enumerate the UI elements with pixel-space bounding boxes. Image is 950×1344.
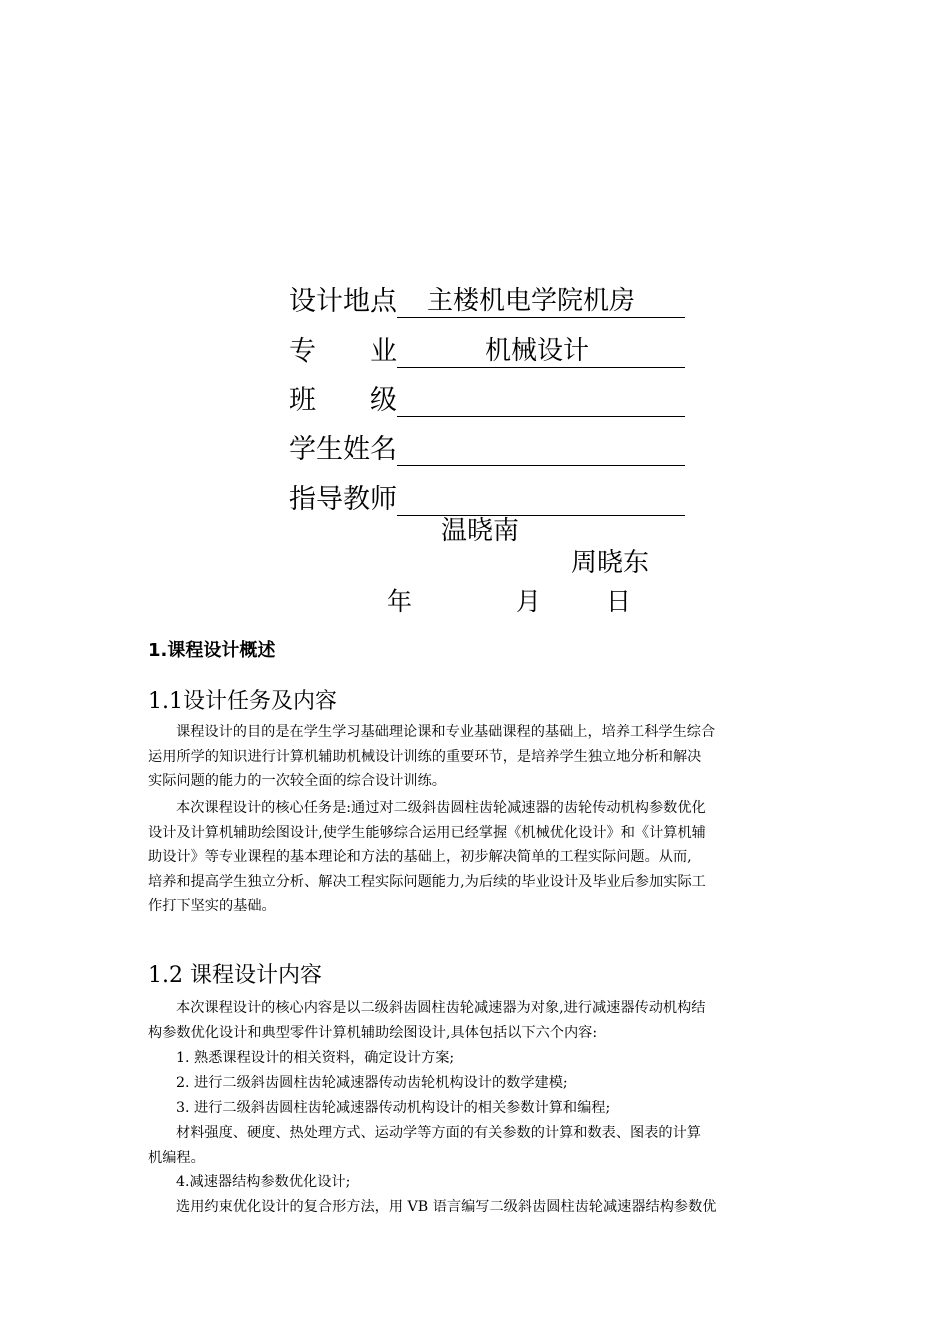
date-row [0,582,950,616]
design-location-label: 设计地点 [289,286,397,317]
major-row [289,332,685,368]
text-line: 材料强度、硬度、热处理方式、运动学等方面的有关参数的计算和数表、图表的计算 [176,1125,701,1141]
section-1-1-heading: 1.1设计任务及内容 [148,689,337,714]
design-location-value: 主楼机电学院机房 [427,286,636,316]
text-line: 助设计》等专业课程的基本理论和方法的基础上，初步解决简单的工程实际问题。从而, [148,849,692,865]
section-1-1-paragraph-1 [148,720,810,794]
list-item-1: 1. 熟悉课程设计的相关资料，确定设计方案; [176,1050,455,1066]
section-1-2-heading: 1.2 课程设计内容 [148,963,322,988]
class-field [397,384,685,417]
date-year: 年 [387,587,413,616]
student-name-label: 学生姓名 [289,434,397,465]
advisor-name-1: 温晓南 [441,516,520,546]
advisor-label: 指导教师 [289,484,397,515]
design-location-row [289,282,685,318]
text-line: 构参数优化设计和典型零件计算机辅助绘图设计,具体包括以下六个内容: [148,1024,598,1041]
section-1-1-paragraph-2 [148,796,810,919]
date-day: 日 [606,587,632,616]
class-label: 班 级 [289,385,397,416]
major-value: 机械设计 [485,336,590,366]
advisor-name-2: 周晓东 [571,548,650,578]
class-row [289,381,685,417]
major-field [397,335,685,368]
list-item-3: 3. 进行二级斜齿圆柱齿轮减速器传动机构设计的相关参数计算和编程; [176,1100,611,1116]
text-line: 实际问题的能力的一次较全面的综合设计训练。 [148,773,446,789]
section-1-heading: 1.课程设计概述 [148,640,276,661]
text-line: 机编程。 [148,1149,205,1166]
list-item-4-detail [148,1195,810,1220]
text-line: 本次课程设计的核心内容是以二级斜齿圆柱齿轮减速器为对象,进行减速器传动机构结 [176,1000,706,1016]
student-name-row [289,430,685,466]
list-item-2: 2. 进行二级斜齿圆柱齿轮减速器传动齿轮机构设计的数学建模; [176,1075,568,1091]
text-line: 设计及计算机辅助绘图设计,使学生能够综合运用已经掌握《机械优化设计》和《计算机辅 [148,824,706,841]
major-label: 专 业 [289,336,397,367]
text-line: 运用所学的知识进行计算机辅助机械设计训练的重要环节，是培养学生独立地分析和解决 [148,748,702,765]
advisor-field [397,483,685,578]
list-item-4: 4.减速器结构参数优化设计; [176,1174,351,1190]
text-line: 作打下坚实的基础。 [148,898,276,914]
section-1-2-paragraph-1 [148,996,810,1045]
text-line: 选用约束优化设计的复合形方法，用 VB 语言编写二级斜齿圆柱齿轮减速器结构参数优 [176,1199,717,1215]
text-line: 培养和提高学生独立分析、解决工程实际问题能力,为后续的毕业设计及毕业后参加实际工 [148,873,706,890]
text-line: 课程设计的目的是在学生学习基础理论课和专业基础课程的基础上，培养工科学生综合 [176,724,716,740]
advisor-row [289,480,685,578]
design-location-field [397,285,685,318]
date-month: 月 [516,587,542,616]
text-line: 本次课程设计的核心任务是:通过对二级斜齿圆柱齿轮减速器的齿轮传动机构参数优化 [176,800,706,816]
list-item-3-detail [148,1121,810,1170]
student-name-field [397,433,685,466]
